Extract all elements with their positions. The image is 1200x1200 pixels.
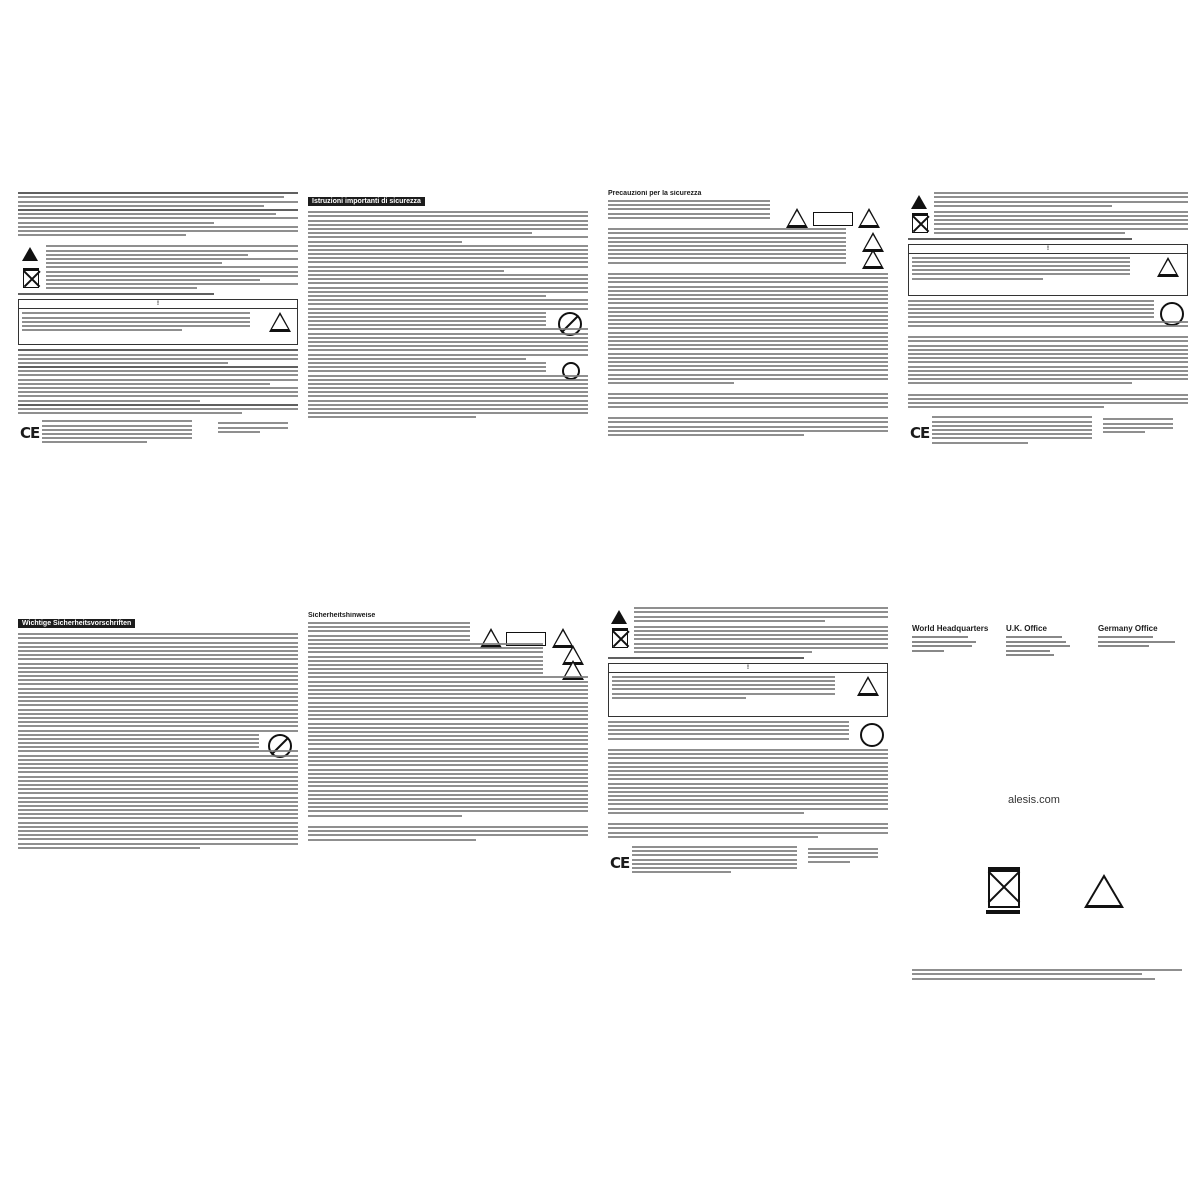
office-world-headquarters [912,624,992,654]
ce-mark-icon: CE [910,424,930,443]
warning-triangle-icon [269,312,291,332]
warning-triangle-icon [857,676,879,696]
warning-triangle-icon [786,208,808,228]
esd-icon [22,247,38,261]
panel-german-instructions [18,612,298,1032]
warning-triangle-icon [1157,257,1179,277]
office-uk [1006,624,1086,659]
website-url: alesis.com [1008,794,1060,806]
warning-box-title: ! [19,300,297,309]
caution-label-icon [813,212,853,226]
office-name: World Headquarters [912,624,989,633]
weee-bin-icon [988,867,1020,908]
office-germany [1098,624,1183,650]
section-heading: Istruzioni importanti di sicurezza [308,197,425,206]
panel-german-safety [308,612,588,1032]
ce-mark-icon: CE [20,424,40,443]
section-heading: Sicherheitshinweise [308,612,376,619]
warning-box-title: ! [909,245,1187,254]
panel-italian-disposal [908,190,1188,585]
warning-triangle-icon [858,208,880,228]
warning-box [608,663,888,717]
panel-italian-compliance [18,190,298,585]
weee-bin-icon [23,268,39,288]
warning-box [18,299,298,345]
section-heading: Precauzioni per la sicurezza [608,190,702,197]
office-name: U.K. Office [1006,624,1047,633]
weee-bar-icon [986,910,1020,914]
weee-bin-icon [912,213,928,233]
office-name: Germany Office [1098,624,1158,633]
warning-triangle-icon [862,249,884,269]
panel-italian-instructions [308,190,588,585]
symbol-icon [562,362,580,380]
panel-offices [908,612,1188,1042]
warning-box-title: ! [609,664,887,673]
esd-icon [911,195,927,209]
panel-german-disposal [608,605,888,1035]
section-heading: Wichtige Sicherheitsvorschriften [18,619,135,628]
ce-mark-icon: CE [610,853,630,872]
recycle-triangle-icon [1084,874,1124,908]
panel-italian-precautions [608,190,888,585]
recycle-icon [860,723,884,747]
esd-icon [611,610,627,624]
warning-box [908,244,1188,296]
weee-bin-icon [612,628,628,648]
